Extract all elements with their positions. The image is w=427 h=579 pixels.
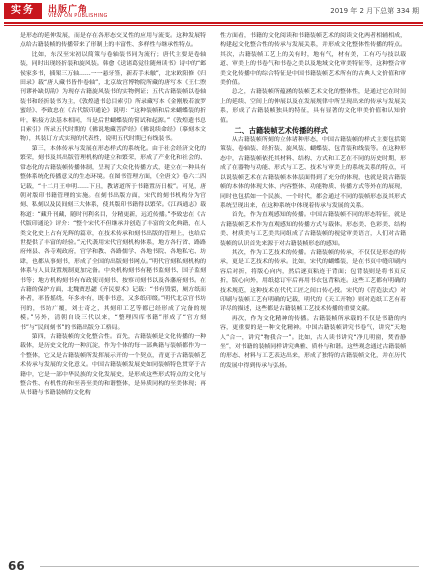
header-rule-thin [4, 25, 423, 26]
body-paragraph: 比如，东汉至宋初以简策与卷轴装书同为流行；唐代主要是卷轴装，同时出现经折装和旋风装。韩愈《送诸葛觉往随州读书》诗中的“邺侯家多书，插架三万轴……一一悬牙签，新若手未触”，北宋欧阳修《归田录》载“唐人藏书皆作卷轴”，北京故宫博物院所藏的唐写本《王仁煦刊谬补缺切韵》为现存古籍旋风装书的实物例证；五代古籍装帧以卷轴装书和经折装书为主，《敦煌遗书总目索引》所录藏写本《金刚般若波罗蜜经》、李致忠在《古代版印通论》说明：“这种装帧和后来蝴蝶装的折叶，粘接方法基本相同，当是后世蝴蝶装的嘗试和起源。”《敦煌遗书总目索引》所录五代时期的《佛说地藏菩萨经》《佛说续命经》（摹刻本文物），其装订方式实现的代表性，说明五代时期已有线装书。 [20, 51, 206, 143]
magazine-brand: 出版广角 [48, 5, 89, 15]
issue-info: 2019 年 2 月下总第 334 期 [330, 7, 419, 15]
magazine-brand-subtitle: VIEW ON PUBLISHING [48, 13, 108, 19]
body-paragraph: 是形态的延伸发展，而是存在各形态交叉性的应用与流变。这种发展特点给古籍装帧的传播带来了形制上的丰富性、多样性与继承性特点。 [20, 33, 206, 49]
right-column [220, 32, 406, 371]
body-paragraph: 第三，本体传承与发展在形态样式的系统化。由于社会经济文化的繁荣，刻书及其出版管理机构的建立和繁荣，形成了产业化和社会的、常态化的古籍装帧传播体制，呈现了大众化传播方式，建立在一种具有整体系统化传播意义的生态环境。在图书管理方面，《全唐文》卷六二四记载，“十二月王申明……下且，教诸道所于书籍置历日板”。可见，唐朝对版印书籍管理的实施。在刻书出版方面，宋代的刻书机构分为官刻、私刻以及民间刻三大体系，使其版印书籍得以繁荣。《江西通志》载称道：“藏升刊藏，随时刊利名目，分精更新，远近传播。”李致忠在《古代版印通论》评介：“整个宋代不但继承并创造了丰富的文化典籍，在人类文化史上占有光辉的篇章，在技术传承和刻书出版的管理上，也给后世提供了丰富的经验。”元代袭用宋代官刻机构体系，地方各行省、路路府州县、各寺观政府，官学和教、各路儒学、各地书院、各地私宅、坊肆，也都从事刻书，形成了全国的出版刻书网点。”明代官刻私刻机构的体系与人员设置规制更加完备。中央机构刻书有秘书监刻书、国子监刻书等；地方机构刻书有布政使司刻书、按察司刻书以及各藩府刻书。在古籍的保护方面，北魏贾思勰《齐民要术》记载：“书有毁裂，厕方纸而补者，率皆摇绕，年多亦有，既非书意，又多纸印缀。”明代北京宫书坊刊的，书坊广覆，刘士奇之，其刻印工艺等都已经形成了完备的规模。”另外，清朝自设三代以来，“整理四库书籍”形成了“官方刻书”与“民间刻书”的书籍出版分工格局。 [20, 145, 206, 331]
page-header [0, 0, 427, 30]
body-paragraph: 第四，古籍装帧的文化整合性。首先，古籍装帧是文化传播的一种载体，是历史文化的一种沉淀，作为个体的每一部典籍与装帧都作为一个整体，它又是古籍装帧所发挥展示开的一个契点，青更于古籍装帧艺术传承与发展的文化意义。中国古籍装帧发展史如同装帧特色贯穿于古籍中，它是一部中华民族的文化发展史，是形成这些形式特点的文化与整合性、有机性的和至善至美的和谐整体，是异质同构的至美体现；再从书籍与书籍装帧的文化构 [20, 334, 206, 397]
body-paragraph: 首先，作为直观感知的传播。中国古籍装帧不同的形态特征，就是古籍装帧艺术作为直观感知的传播方式与载体。形态美、色彩美、结构美、材质美与工艺美共同组成了古籍装帧的视觉审美语言，人们对古籍装帧的认识首先来源于对古籍装帧形态的感知。 [220, 212, 406, 247]
body-paragraph: 从古籍装帧所刻的立体诸种形态，中国古籍装帧的样式主要包括简策装、卷轴装、经折装、旋风装、蝴蝶装、包背装和线装等。在这种形态中，古籍装帧依托其材料、结构、方式和工艺在不同的历史时期，形成了在器物与功能、形式与工艺、技术与审美上的系统关系的特点，可以说装帧艺术在古籍装帧本体层面得到了充分的体现，也就是说古籍装帧的本体的体现大体、内容整体、功能物质、传播方式等外在的展现，同时也包括如一个民族、一个时代，都会通过不同的装帧形态及其形式系统呈现出来，在这种系统中体现着传承与发展的关系。 [220, 137, 406, 209]
page-number: 66 [8, 559, 25, 573]
body-paragraph: 性方面看，书籍的文化阅读和书籍装帧艺术的阅读文化两者相辅相成，构建起文化整合性的传承与发展关系，并形成文化整体性传播的特点。其次，古籍装帧工艺上的关有时，地有气，材有美，工有巧与技以载道、审美上的书卷气和书卷之美以及地域文化审美特征等，这种整合审美文化传播中的综合特征是中国书籍装帧艺术所有的古典人文价值和审美价值。 [220, 33, 406, 87]
header-rule [4, 22, 423, 24]
section-tag: 实务 [4, 3, 42, 19]
section-heading: 二、古籍装帧艺术传播的样式 [234, 126, 328, 136]
footer-rule [40, 566, 419, 567]
left-column [20, 32, 206, 399]
body-paragraph: 总之，古籍装帧所蕴涵的装帧艺术文化的整体性，是通过它在时间上的延续、空间上的伸展以及在发展规律中所呈现出来的传承与发展关系，形成了古籍装帧独具的特征，具有显著的文化审美价值和认知价值。 [220, 89, 406, 124]
body-paragraph: 再次，作为文化精神的传播。古籍装帧所承载的不仅是书籍的内容，更重要的是一种文化精神。中国古籍装帧讲究书卷气，讲究“天地人”合一，讲究“物我合一”。比如，古人读书讲究“净几明窗，焚香静坐”，对书籍的装帧同样讲究典雅、质朴与和谐。这些观念通过古籍装帧的形态、材料与工艺表达出来，形成了独特的古籍装帧文化，并在历代的发展中得到传承与弘扬。 [220, 315, 406, 369]
body-paragraph: 其次，作为工艺技术的传播。古籍装帧的传承，不仅仅是形态的传承，更是工艺技术的传承。比如，宋代的蝴蝶装，是在书页中缝印刷内容后对折，将版心向内，然后逐页粘连于背面；包背装则是将书页反折，版心向外，用纸捻订牢后再用书衣包背粘连。这些工艺都有明确的技术规范，这种技术在代代工匠之间口传心授。宋代的《营造法式》对印刷与装帧工艺有明确的记载，明代的《天工开物》则对造纸工艺有着详尽的描述，这些都是古籍装帧工艺技术传播的重要文献。 [220, 249, 406, 313]
